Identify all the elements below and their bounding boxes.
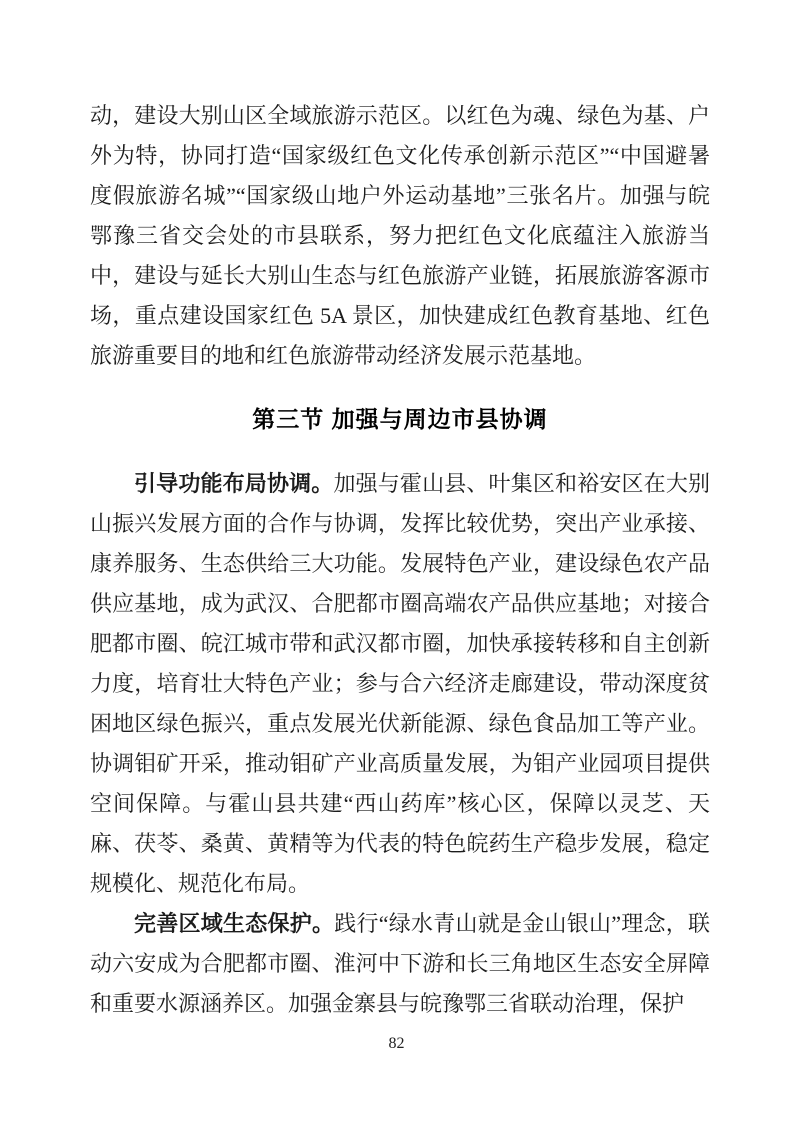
paragraph-lead-in: 引导功能布局协调。 (134, 471, 334, 496)
page-content (90, 96, 710, 1024)
paragraph-text: 加强与霍山县、叶集区和裕安区在大别山振兴发展方面的合作与协调，发挥比较优势，突出产业承接、康养服务、生态供给三大功能。发展特色产业，建设绿色农产品供应基地，成为武汉、合肥都市圈高端农产品供应基地；对接合肥都市圈、皖江城市带和武汉都市圈，加快承接转移和自主创新力度，培育壮大特色产业；参与合六经济走廊建设，带动深度贫困地区绿色振兴，重点发展光伏新能源、绿色食品加工等产业。协调钼矿开采，推动钼矿产业高质量发展，为钼产业园项目提供空间保障。与霍山县共建“西山药库”核心区，保障以灵芝、天麻、茯苓、桑黄、黄精等为代表的特色皖药生产稳步发展，稳定规模化、规范化布局。 (90, 471, 710, 896)
paragraph-eco-protection (90, 904, 710, 1024)
paragraph-lead-in: 完善区域生态保护。 (134, 911, 335, 936)
paragraph-continuation (90, 96, 710, 376)
page-number: 82 (388, 1035, 405, 1052)
section-heading: 第三节 加强与周边市县协调 (252, 406, 548, 432)
paragraph-text: 动，建设大别山区全域旅游示范区。以红色为魂、绿色为基、户外为特，协同打造“国家级红色文化传承创新示范区”“中国避暑度假旅游名城”“国家级山地户外运动基地”三张名片。加强与皖鄂豫三省交会处的市县联系，努力把红色文化底蕴注入旅游当中，建设与延长大别山生态与红色旅游产业链，拓展旅游客源市场，重点建设国家红色 5A 景区，加快建成红色教育基地、红色旅游重要目的地和红色旅游带动经济发展示范基地。 (90, 103, 710, 368)
paragraph-text: 践行“绿水青山就是金山银山”理念，联动六安成为合肥都市圈、淮河中下游和长三角地区生态安全屏障和重要水源涵养区。加强金寨县与皖豫鄂三省联动治理，保护 (90, 911, 710, 1016)
paragraph-function-layout (90, 464, 710, 904)
